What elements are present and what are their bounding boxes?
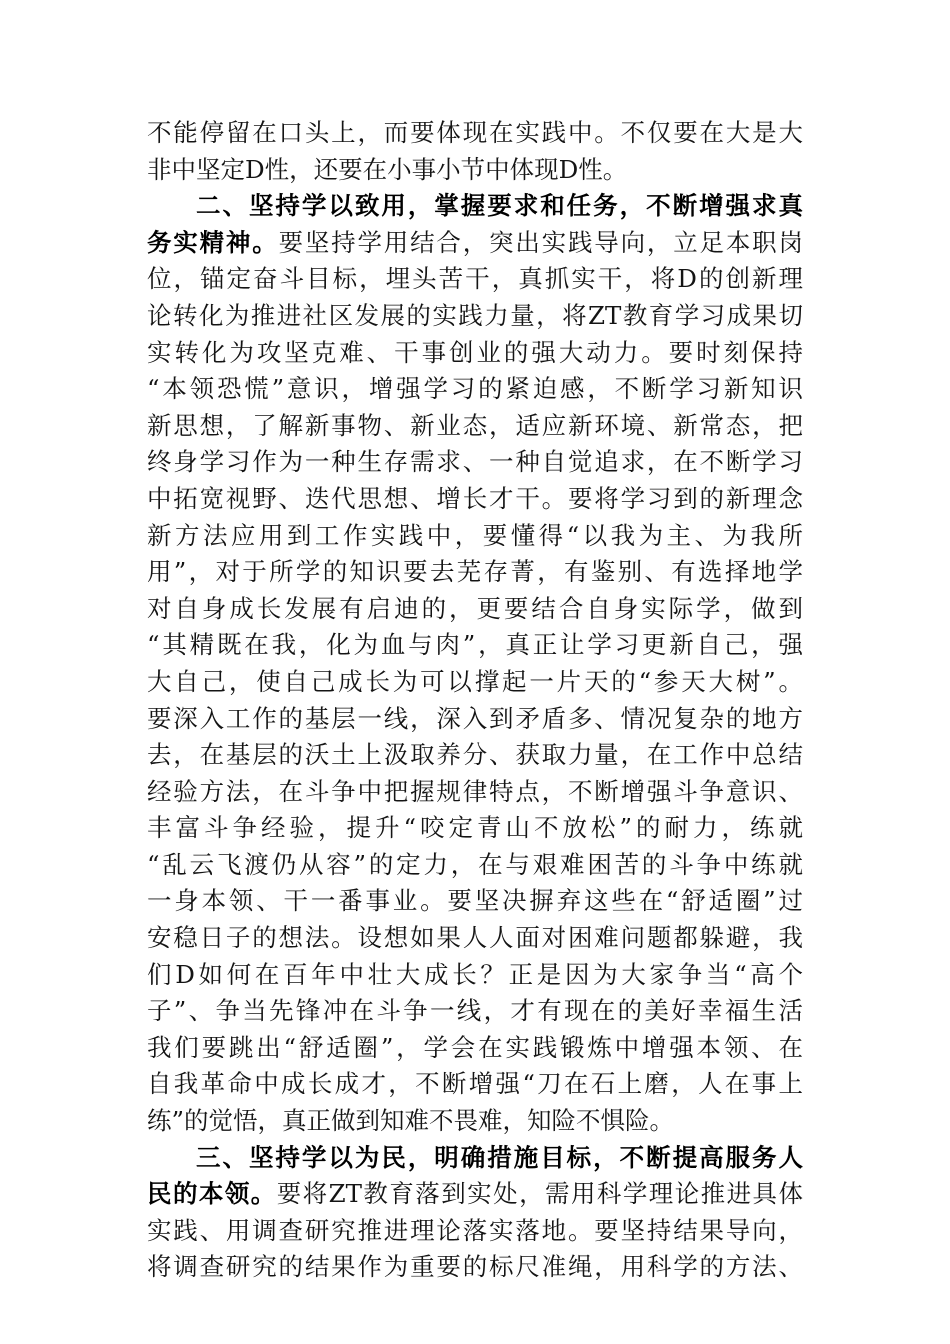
text-line: 自我革命中成长成才，不断增强“刀在石上磨，人在事上 xyxy=(147,1069,803,1099)
text-line: 新方法应用到工作实践中，要懂得“以我为主、为我所 xyxy=(147,520,803,550)
text-line: 我们要跳出“舒适圈”，学会在实践锻炼中增强本领、在 xyxy=(147,1032,803,1062)
text-line: 经验方法，在斗争中把握规律特点，不断增强斗争意识、 xyxy=(147,776,803,806)
text-line: “其精既在我，化为血与肉”，真正让学习更新自己，强 xyxy=(147,630,803,660)
text-line: 们D如何在百年中壮大成长？正是因为大家争当“高个 xyxy=(147,959,803,989)
text-line xyxy=(147,225,803,262)
text-line: 不能停留在口头上，而要体现在实践中。不仅要在大是大 xyxy=(147,118,803,147)
text-line: 要深入工作的基层一线，深入到矛盾多、情况复杂的地方 xyxy=(147,703,803,733)
text-line: 非中坚定D性，还要在小事小节中体现D性。 xyxy=(147,154,628,184)
text-line: 练”的觉悟，真正做到知难不畏难，知险不惧险。 xyxy=(147,1106,675,1136)
text-line: 一身本领、干一番事业。要坚决摒弃这些在“舒适圈”过 xyxy=(147,886,803,916)
text-line: “乱云飞渡仍从容”的定力，在与艰难困苦的斗争中练就 xyxy=(147,849,803,879)
section-heading: 二、坚持学以致用，掌握要求和任务，不断增强求真 xyxy=(196,191,803,221)
text-line: 位，锚定奋斗目标，埋头苦干，真抓实干，将D的创新理 xyxy=(147,264,803,294)
section-heading-line xyxy=(147,188,803,225)
section-heading: 务实精神。 xyxy=(147,227,279,257)
text-line xyxy=(147,1176,803,1213)
text-line: 丰富斗争经验，提升“咬定青山不放松”的耐力，练就 xyxy=(147,813,803,843)
text-line: 中拓宽视野、迭代思想、增长才干。要将学习到的新理念 xyxy=(147,483,803,513)
text-line: 去，在基层的沃土上汲取养分、获取力量，在工作中总结 xyxy=(147,740,803,770)
text-line: 用”，对于所学的知识要去芜存菁，有鉴别、有选择地学 xyxy=(147,557,803,587)
section-heading-line xyxy=(147,1140,803,1177)
text-line: 安稳日子的想法。设想如果人人面对困难问题都躲避，我 xyxy=(147,923,803,953)
text-line: 终身学习作为一种生存需求、一种自觉追求，在不断学习 xyxy=(147,447,803,477)
text-line: 对自身成长发展有启迪的，更要结合自身实际学，做到 xyxy=(147,593,803,623)
document-page xyxy=(147,115,803,1286)
text-line: 子”、争当先锋冲在斗争一线，才有现在的美好幸福生活 xyxy=(147,996,803,1026)
body-text: 要将ZT教育落到实处，需用科学理论推进具体 xyxy=(276,1179,803,1209)
text-line: 新思想，了解新事物、新业态，适应新环境、新常态，把 xyxy=(147,410,803,440)
text-line: “本领恐慌”意识，增强学习的紧迫感，不断学习新知识 xyxy=(147,374,803,404)
text-line: 将调查研究的结果作为重要的标尺准绳，用科学的方法、 xyxy=(147,1252,803,1282)
text-line: 实践、用调查研究推进理论落实落地。要坚持结果导向， xyxy=(147,1215,803,1245)
text-line: 论转化为推进社区发展的实践力量，将ZT教育学习成果切 xyxy=(147,300,803,330)
text-line: 大自己，使自己成长为可以撑起一片天的“参天大树”。 xyxy=(147,666,803,696)
section-heading: 三、坚持学以为民，明确措施目标，不断提高服务人 xyxy=(196,1142,803,1172)
text-line: 实转化为攻坚克难、干事创业的强大动力。要时刻保持 xyxy=(147,337,803,367)
section-heading: 民的本领。 xyxy=(147,1179,277,1209)
body-text: 要坚持学用结合，突出实践导向，立足本职岗 xyxy=(278,227,803,257)
